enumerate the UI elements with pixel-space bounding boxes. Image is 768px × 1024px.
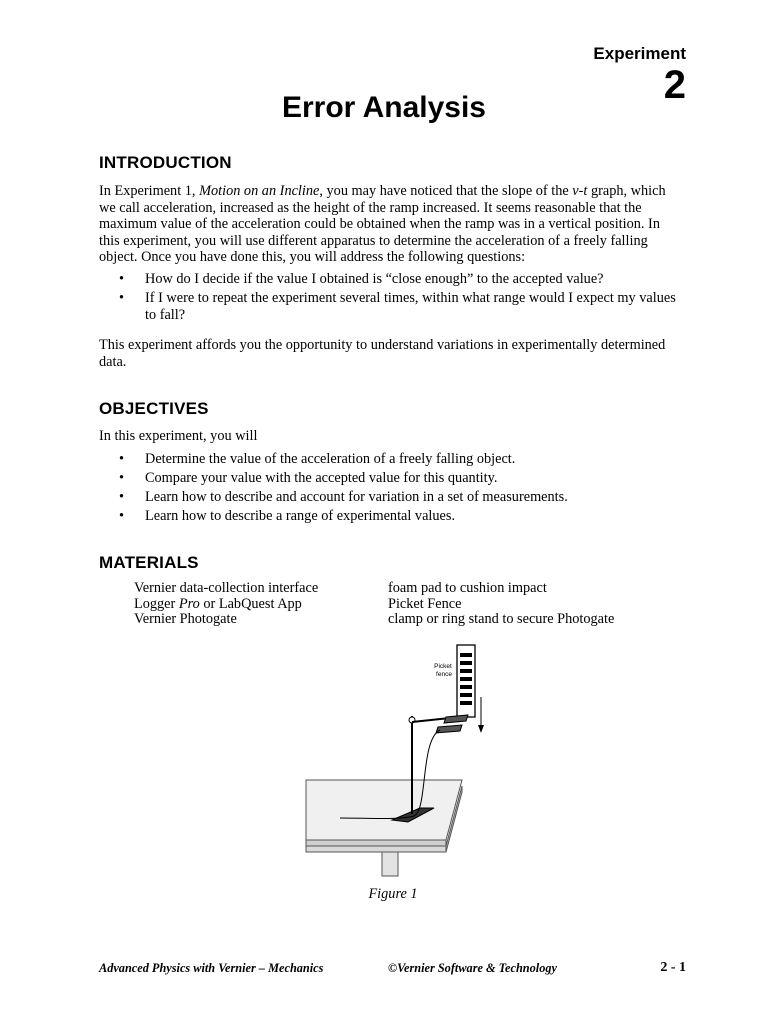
intro-text-2: This experiment affords you the opportunity to understand variations in experimentally determined data. <box>99 337 666 370</box>
list-item: • Learn how to describe a range of experimental values. <box>99 508 679 525</box>
introduction-heading: INTRODUCTION <box>99 153 232 172</box>
footer-center: ©Vernier Software & Technology <box>388 961 557 975</box>
list-item: • Determine the value of the acceleration of a freely falling object. <box>99 451 679 468</box>
footer-left: Advanced Physics with Vernier – Mechanics <box>99 961 324 975</box>
page-title: Error Analysis <box>282 91 486 124</box>
intro-text-vt: v-t <box>572 183 588 199</box>
material-item: foam pad to cushion impact <box>388 580 547 596</box>
intro-text-italic: Motion on an Incline <box>199 183 320 199</box>
intro-text-c: graph, which we call acceleration, increased as the height of the ramp increased. It seems reasonable that the maximum value of the acceleration could be obtained when the ramp was in a vertical position. In this experiment, you will use different apparatus to determine the acceleration of a freely falling object. Once you have done this, you will address the following questions: <box>99 183 666 266</box>
material-item: Vernier data-collection interface <box>134 580 319 596</box>
intro-text-a: In Experiment 1, <box>99 183 200 199</box>
list-item: • How do I decide if the value I obtained is “close enough” to the accepted value? <box>99 271 679 288</box>
experiment-number: 2 <box>663 63 686 107</box>
introduction-paragraph-2 <box>99 337 679 370</box>
material-item: Vernier Photogate <box>134 611 237 628</box>
material-item: Logger Pro or LabQuest App <box>134 595 302 612</box>
materials-left-column <box>134 581 318 628</box>
figure-label-picket: Picket <box>434 663 452 670</box>
material-item: Picket Fence <box>388 595 462 612</box>
intro-text-b: , you may have noticed that the slope of the <box>319 183 573 199</box>
list-item: • Learn how to describe and account for variation in a set of measurements. <box>99 489 679 506</box>
list-item: • Compare your value with the accepted value for this quantity. <box>99 470 679 487</box>
materials-heading: MATERIALS <box>99 553 199 572</box>
page-number: 2 - 1 <box>660 960 686 975</box>
figure-caption: Figure 1 <box>368 886 418 902</box>
photogate-icon <box>444 715 468 723</box>
introduction-questions <box>99 271 679 326</box>
objectives-list <box>99 451 679 527</box>
picket-fence-icon <box>457 645 475 717</box>
objectives-heading: OBJECTIVES <box>99 399 209 418</box>
experiment-label: Experiment <box>593 44 686 63</box>
material-item: clamp or ring stand to secure Photogate <box>388 611 615 628</box>
materials-right-column <box>388 581 614 628</box>
down-arrow-icon <box>478 725 484 733</box>
list-item: • If I were to repeat the experiment several times, within what range would I expect my values to fall? <box>99 290 679 323</box>
figure-label-fence: fence <box>436 671 452 678</box>
apparatus-figure <box>300 640 500 880</box>
introduction-paragraph <box>99 183 679 266</box>
objectives-intro: In this experiment, you will <box>99 428 258 444</box>
